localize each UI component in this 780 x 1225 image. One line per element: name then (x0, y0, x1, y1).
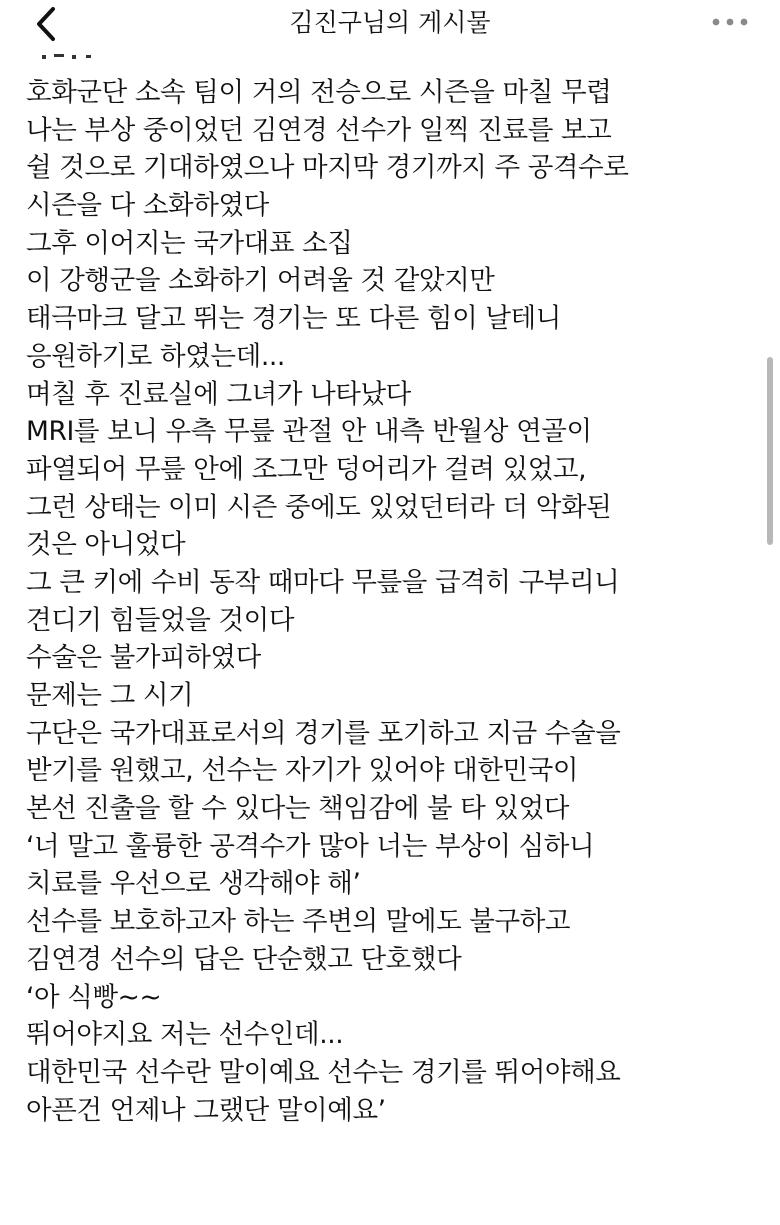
post-text-line: MRI를 보니 우측 무릎 관절 안 내측 반월상 연골이 (26, 416, 592, 448)
post-text-line: 그후 이어지는 국가대표 소집 (26, 227, 353, 259)
post-text-line: 나는 부상 중이었던 김연경 선수가 일찍 진료를 보고 (26, 114, 612, 146)
post-text-line: 이 강행군을 소화하기 어려울 것 같았지만 (26, 265, 495, 297)
page-title: 김진구님의 게시물 (289, 8, 491, 37)
more-options-button[interactable] (708, 8, 752, 36)
post-text-line: 것은 아니었다 (26, 529, 186, 561)
post-text-line: 시즌을 다 소화하였다 (26, 190, 269, 222)
post-text-line: 본선 진출을 할 수 있다는 책임감에 불 타 있었다 (26, 793, 569, 825)
post-text-line: 아픈건 언제나 그랬단 말이예요’ (26, 1094, 386, 1126)
post-text-line: 대한민국 선수란 말이예요 선수는 경기를 뛰어야해요 (26, 1056, 621, 1088)
post-text-line: 호화군단 소속 팀이 거의 전승으로 시즌을 마칠 무렵 (26, 77, 612, 108)
post-text-line: 쉴 것으로 기대하였으나 마지막 경기까지 주 공격수로 (26, 152, 629, 184)
post-text-line: 뛰어야지요 저는 선수인데... (26, 1019, 344, 1051)
post-text-line: 받기를 원했고, 선수는 자기가 있어야 대한민국이 (26, 755, 579, 787)
post-text-line: 그런 상태는 이미 시즌 중에도 있었던터라 더 악화된 (26, 491, 612, 523)
post-text-line: 치료를 우선으로 생각해야 해’ (26, 868, 361, 900)
post-text-line: ‘너 말고 훌륭한 공격수가 많아 너는 부상이 심하니 (26, 830, 595, 862)
post-text-line: 문제는 그 시기 (26, 680, 194, 711)
more-horizontal-icon (708, 8, 752, 36)
post-text-line: ‘아 식빵~~ (26, 981, 162, 1013)
scrollbar[interactable] (767, 357, 773, 545)
post-text-line: 며칠 후 진료실에 그녀가 나타났다 (26, 378, 411, 410)
post-text-line: 김연경 선수의 답은 단순했고 단호했다 (26, 943, 462, 975)
post-text-line: 파열되어 무릎 안에 조그만 덩어리가 걸려 있었고, (26, 453, 587, 485)
post-text-line: 태극마크 달고 뛰는 경기는 또 다른 힘이 날테니 (26, 303, 561, 335)
post-text-line: 응원하기로 하였는데... (26, 340, 285, 372)
post-text-line: 선수를 보호하고자 하는 주변의 말에도 불구하고 (26, 906, 571, 938)
clipped-previous-line (40, 46, 110, 60)
post-text-line: 그 큰 키에 수비 동작 때마다 무릎을 급격히 구부리니 (26, 566, 620, 598)
post-text-line: 수술은 불가피하였다 (26, 642, 261, 674)
post-text-line: 견디기 힘들었을 것이다 (26, 604, 295, 636)
top-bar (0, 0, 780, 50)
post-text-line: 구단은 국가대표로서의 경기를 포기하고 지금 수술을 (26, 717, 621, 749)
post-body (26, 74, 706, 1129)
